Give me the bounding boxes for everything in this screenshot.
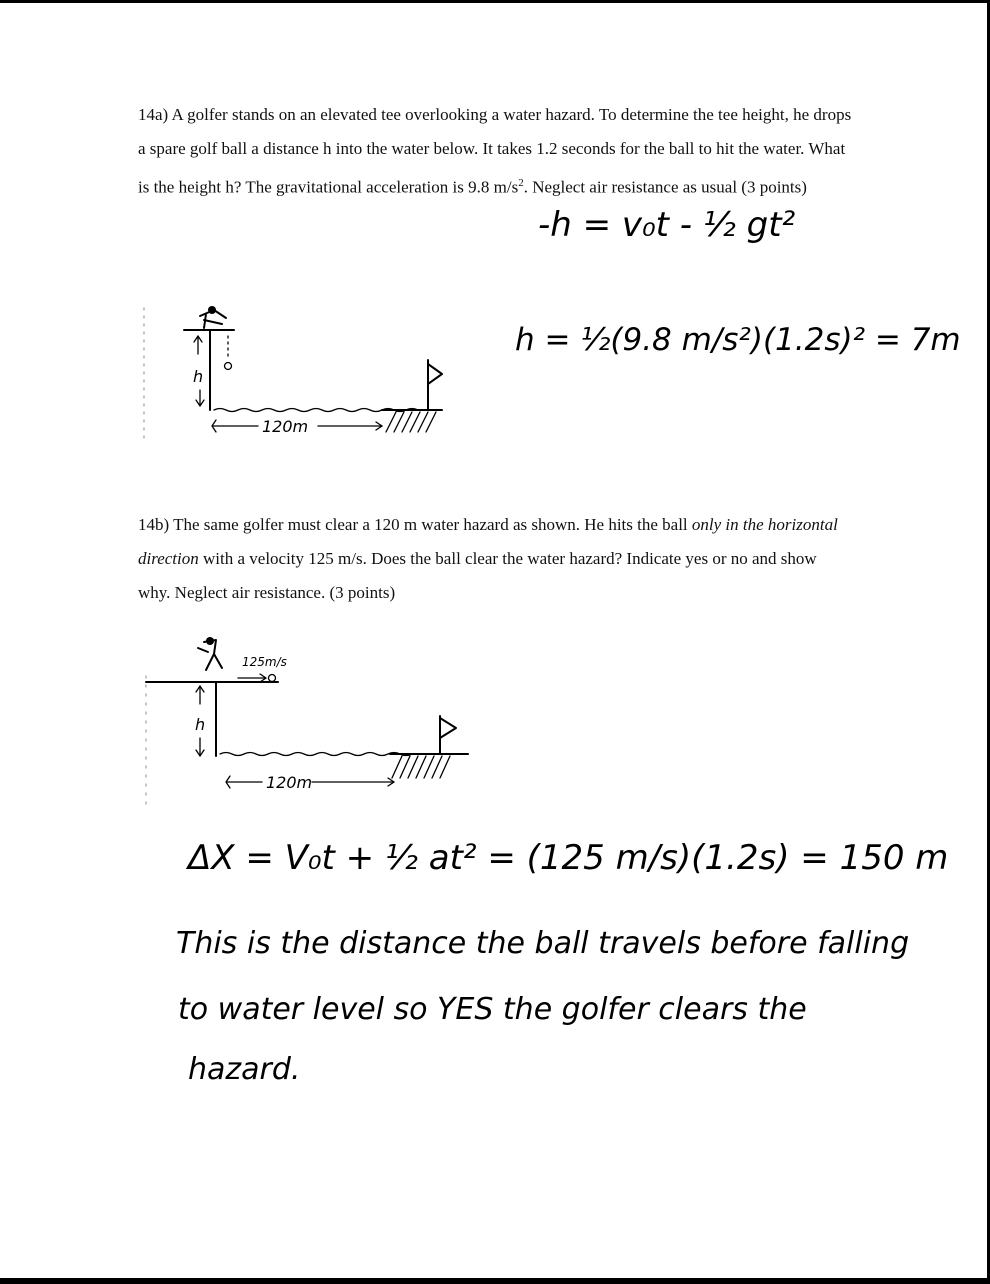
scan-border-bottom	[0, 1278, 990, 1284]
flag	[440, 718, 456, 738]
problem-14b-italic: only in the horizontal direction	[138, 515, 838, 568]
problem-14b-work-line3: to water level so YES the golfer clears the	[178, 992, 807, 1027]
problem-14b-work-line2: This is the distance the ball travels before falling	[176, 926, 910, 961]
golfer-figure	[198, 637, 222, 670]
problem-14b-work-line1: ΔX = V₀t + ½ at² = (125 m/s)(1.2s) = 150 m	[188, 838, 949, 878]
water-surface	[220, 753, 412, 756]
height-arrow-down	[196, 390, 204, 406]
velocity-label: 125m/s	[242, 655, 287, 669]
problem-14b-work-line4: hazard.	[188, 1052, 301, 1087]
problem-14a-body: 14a) A golfer stands on an elevated tee overlooking a water hazard. To determine the tee height, he drops a spare golf ball a distance h into the water below. It takes 1.2 seconds for the ball to hit the water. What is the height h? The gravitational acceleration is 9.8 m/s	[138, 105, 852, 197]
problem-14b-diagram	[142, 636, 472, 806]
problem-14b-text	[138, 508, 853, 610]
problem-14a-text	[138, 98, 853, 205]
velocity-arrow	[238, 674, 266, 682]
distance-label: 120m	[262, 417, 309, 436]
problem-14a-superscript: 2	[518, 177, 524, 189]
height-arrow-down	[196, 738, 204, 756]
height-label: h	[193, 367, 204, 386]
bank-hatching	[386, 412, 436, 432]
scan-border-top	[0, 0, 990, 3]
golfer-figure	[200, 306, 226, 328]
distance-label: 120m	[266, 773, 313, 792]
dropped-ball	[225, 363, 232, 370]
problem-14a-diagram	[142, 298, 442, 448]
flag	[428, 364, 442, 384]
problem-14b-body: 14b) The same golfer must clear a 120 m water hazard as shown. He hits the ball	[138, 515, 692, 534]
problem-14a-work-line2: h = ½(9.8 m/s²)(1.2s)² = 7m	[515, 322, 961, 358]
problem-14a-body-end: . Neglect air resistance as usual (3 points)	[523, 177, 807, 197]
hit-ball	[269, 675, 276, 682]
height-label: h	[195, 715, 206, 734]
problem-14b-body-end: with a velocity 125 m/s. Does the ball clear the water hazard? Indicate yes or no and show why. Neglect air resistance. (3 points)	[138, 549, 817, 602]
problem-14a-work-line1: -h = v₀t - ½ gt²	[538, 205, 796, 245]
height-arrow-up	[196, 686, 204, 704]
bank-hatching	[392, 756, 450, 778]
height-arrow-up	[194, 336, 202, 354]
